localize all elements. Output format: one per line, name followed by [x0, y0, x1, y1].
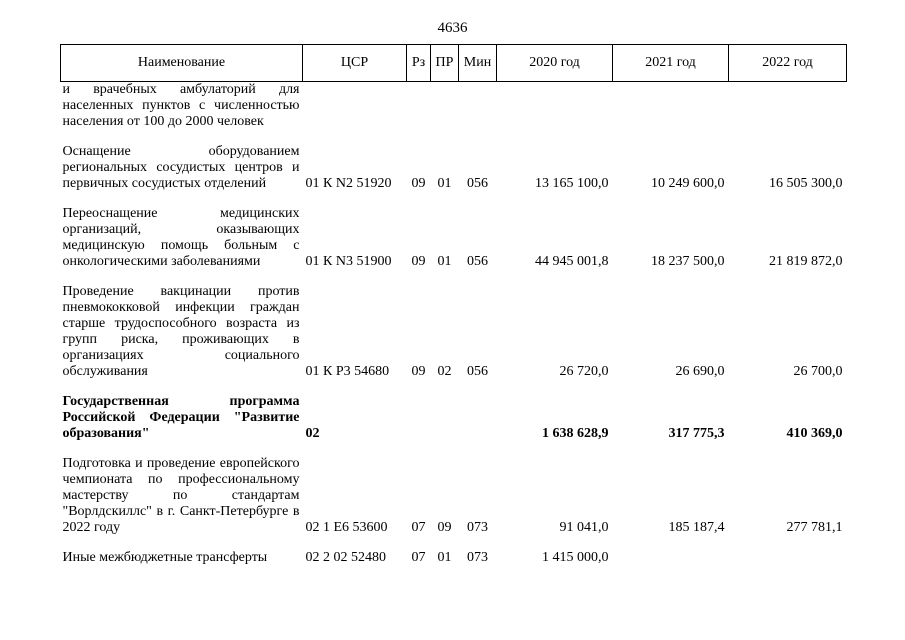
row-2022: 16 505 300,0: [769, 176, 843, 191]
row-min: 073: [467, 550, 488, 565]
row-2020: 26 720,0: [559, 364, 609, 379]
row-csr: 01 К N2 51920: [305, 176, 392, 191]
row-2021: 317 775,3: [668, 426, 725, 441]
row-2020: 44 945 001,8: [535, 254, 609, 269]
row-rz: [407, 82, 431, 145]
row-2021: 18 237 500,0: [651, 254, 725, 269]
row-name: Иные межбюджетные трансферты: [62, 550, 268, 565]
row-rz: 07: [411, 520, 426, 535]
row-csr: [303, 82, 407, 145]
row-rz: [407, 394, 431, 456]
row-2022: [729, 550, 847, 566]
row-min: 056: [467, 176, 488, 191]
row-csr: 02 1 Е6 53600: [305, 520, 388, 535]
row-min: [459, 82, 497, 145]
row-csr: 02: [305, 426, 320, 441]
row-rz: 09: [411, 176, 426, 191]
row-csr: 01 К N3 51900: [305, 254, 392, 269]
row-name: Проведение вакцинации против пневмококковой инфекции граждан старше трудоспособного возраста из групп риска, проживающих в организациях социального обслуживания: [62, 284, 300, 379]
table-row: [61, 550, 847, 566]
header-rz: Рз: [407, 45, 431, 82]
table-row: [61, 144, 847, 206]
row-name: Оснащение оборудованием региональных сосудистых центров и первичных сосудистых отделений: [62, 144, 300, 191]
header-2020: 2020 год: [497, 45, 613, 82]
table-row: [61, 284, 847, 394]
budget-table: [60, 44, 847, 566]
row-2020: 1 638 628,9: [542, 426, 609, 441]
row-csr: 02 2 02 52480: [305, 550, 386, 565]
row-name: Государственная программа Российской Федерации "Развитие образования": [62, 394, 300, 441]
row-pr: 01: [437, 550, 452, 565]
row-name: Переоснащение медицинских организаций, оказывающих медицинскую помощь больным с онкологическими заболеваниями: [62, 206, 300, 269]
table-header-row: [61, 45, 847, 82]
row-2021: 10 249 600,0: [651, 176, 725, 191]
row-2022: 26 700,0: [793, 364, 843, 379]
table-row-program: [61, 394, 847, 456]
row-name: Подготовка и проведение европейского чемпионата по профессиональному мастерству по стандартам "Ворлдскиллс" в г. Санкт-Петербурге в 2022 году: [62, 456, 300, 535]
row-name: и врачебных амбулаторий для населенных пунктов с численностью населения от 100 до 2000 человек: [62, 82, 300, 129]
row-min: [459, 394, 497, 456]
header-name: Наименование: [61, 45, 303, 82]
table-row: [61, 456, 847, 550]
header-min: Мин: [459, 45, 497, 82]
row-pr: 02: [437, 364, 452, 379]
row-pr: 01: [437, 254, 452, 269]
header-2022: 2022 год: [729, 45, 847, 82]
table-row: [61, 82, 847, 145]
row-min: 056: [467, 254, 488, 269]
row-2021: 185 187,4: [668, 520, 725, 535]
row-rz: 09: [411, 364, 426, 379]
row-2020: 1 415 000,0: [542, 550, 609, 565]
row-2022: 410 369,0: [786, 426, 843, 441]
row-min: 073: [467, 520, 488, 535]
row-2021: [613, 82, 729, 145]
header-csr: ЦСР: [303, 45, 407, 82]
table-row: [61, 206, 847, 284]
row-2021: 26 690,0: [675, 364, 725, 379]
row-2021: [613, 550, 729, 566]
row-csr: 01 К P3 54680: [305, 364, 390, 379]
page-number: 4636: [437, 20, 468, 36]
header-pr: ПР: [431, 45, 459, 82]
row-pr: 09: [437, 520, 452, 535]
row-2022: 21 819 872,0: [769, 254, 843, 269]
row-pr: [431, 394, 459, 456]
row-2022: [729, 82, 847, 145]
row-2022: 277 781,1: [786, 520, 843, 535]
row-pr: [431, 82, 459, 145]
row-min: 056: [467, 364, 488, 379]
row-2020: 91 041,0: [559, 520, 609, 535]
header-2021: 2021 год: [613, 45, 729, 82]
row-2020: 13 165 100,0: [535, 176, 609, 191]
row-pr: 01: [437, 176, 452, 191]
row-2020: [497, 82, 613, 145]
row-rz: 07: [411, 550, 426, 565]
row-rz: 09: [411, 254, 426, 269]
